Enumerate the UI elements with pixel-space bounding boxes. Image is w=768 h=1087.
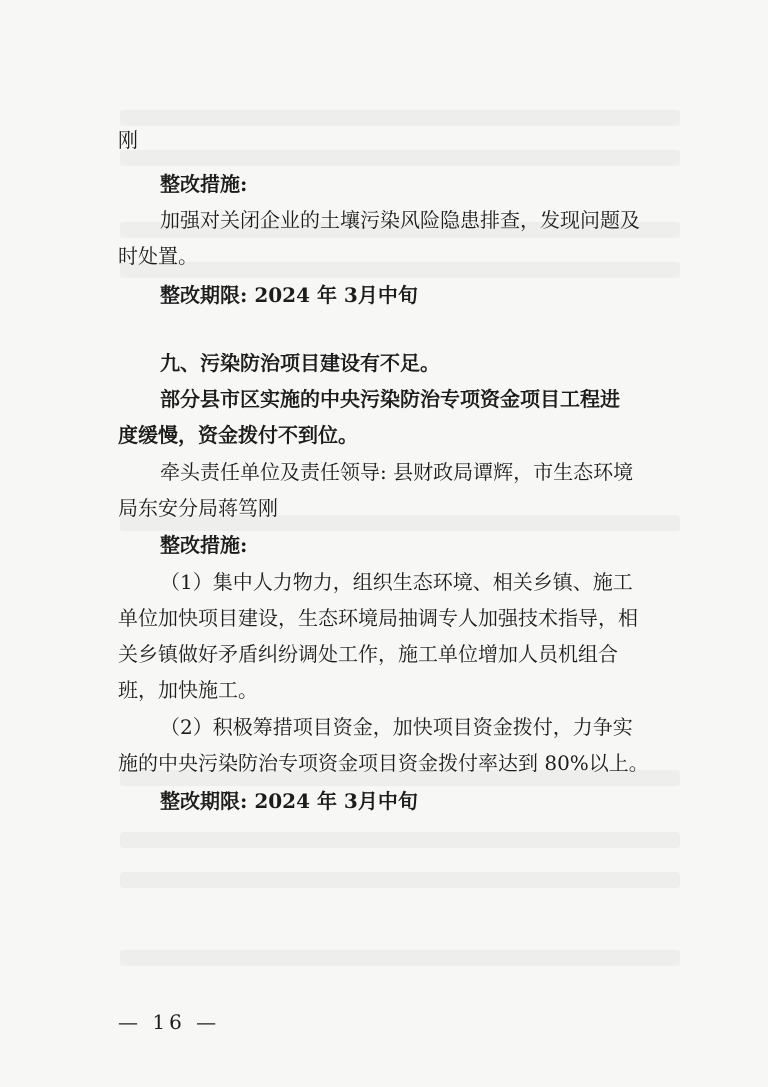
bleed-through-shadow bbox=[120, 950, 680, 966]
measures-heading: 整改措施: bbox=[160, 533, 248, 557]
measure-2-line: 施的中央污染防治专项资金项目资金拨付率达到 80%以上。 bbox=[118, 751, 649, 775]
deadline-line: 整改期限: 2024 年 3月中旬 bbox=[160, 789, 418, 813]
responsible-line: 牵头责任单位及责任领导: 县财政局谭辉，市生态环境 bbox=[160, 460, 634, 484]
measure-2-line: （2）积极筹措项目资金，加快项目资金拨付，力争实 bbox=[160, 715, 633, 739]
page-number: — 16 — bbox=[118, 1010, 221, 1034]
bleed-through-shadow bbox=[120, 110, 680, 126]
deadline-line: 整改期限: 2024 年 3月中旬 bbox=[160, 283, 418, 307]
paragraph-line: 时处置。 bbox=[118, 244, 198, 268]
problem-line: 度缓慢，资金拨付不到位。 bbox=[118, 423, 358, 447]
measure-1-line: （1）集中人力物力，组织生态环境、相关乡镇、施工 bbox=[160, 570, 633, 594]
bleed-through-shadow bbox=[120, 832, 680, 848]
section-title: 九、污染防治项目建设有不足。 bbox=[160, 351, 440, 375]
measure-1-line: 关乡镇做好矛盾纠纷调处工作，施工单位增加人员机组合 bbox=[118, 642, 618, 666]
responsible-line: 局东安分局蒋笃刚 bbox=[118, 496, 278, 520]
measure-1-line: 班，加快施工。 bbox=[118, 678, 258, 702]
problem-line: 部分县市区实施的中央污染防治专项资金项目工程进 bbox=[160, 387, 620, 411]
measures-heading: 整改措施: bbox=[160, 172, 248, 196]
bleed-through-shadow bbox=[120, 262, 680, 278]
carryover-text: 刚 bbox=[118, 128, 138, 152]
bleed-through-shadow bbox=[120, 150, 680, 166]
paragraph-line: 加强对关闭企业的土壤污染风险隐患排查，发现问题及 bbox=[160, 208, 640, 232]
measure-1-line: 单位加快项目建设，生态环境局抽调专人加强技术指导，相 bbox=[118, 606, 638, 630]
bleed-through-shadow bbox=[120, 872, 680, 888]
